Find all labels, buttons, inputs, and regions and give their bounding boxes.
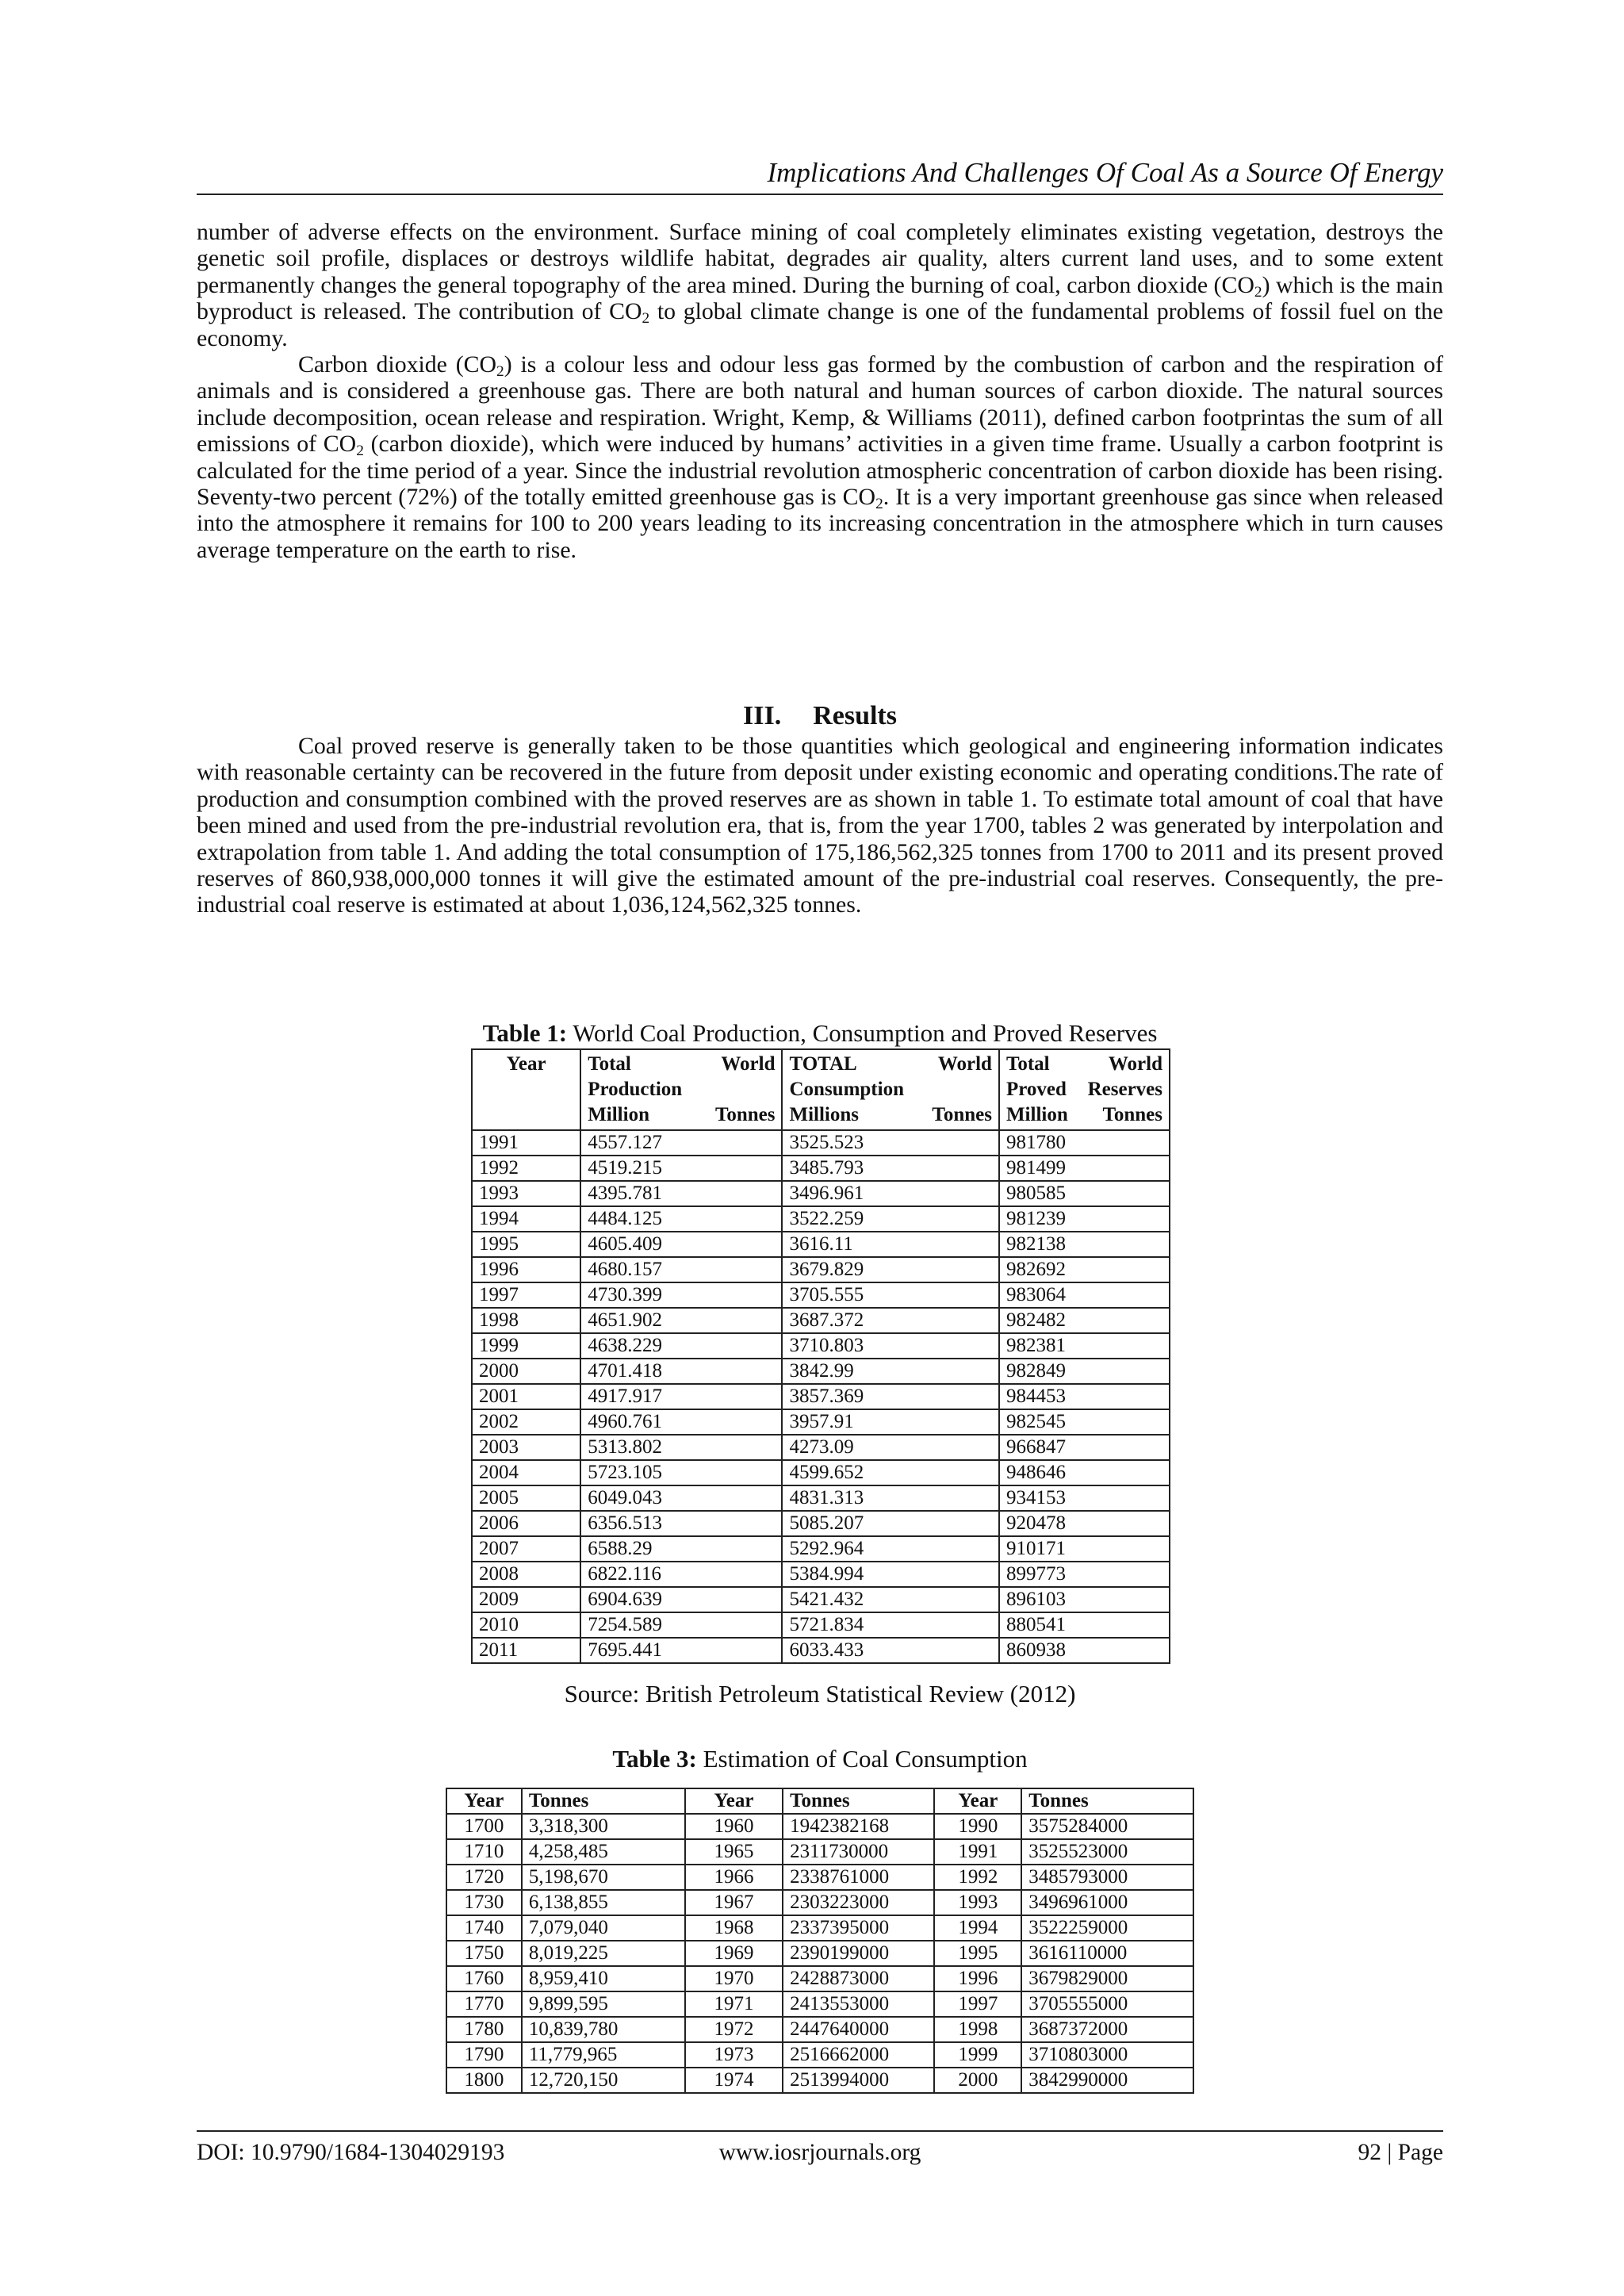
- table3-cell: 12,720,150: [522, 2068, 685, 2093]
- table1-row: [472, 1638, 1170, 1663]
- table1-cell: 5384.994: [782, 1562, 998, 1587]
- table1-cell: 4680.157: [580, 1257, 782, 1282]
- table1-cell: 4638.229: [580, 1333, 782, 1359]
- table1-cell: 5723.105: [580, 1460, 782, 1485]
- table3-cell: 2428873000: [783, 1966, 934, 1991]
- table1-header-cell: [472, 1049, 580, 1130]
- table1-cell: 981499: [999, 1156, 1170, 1181]
- table3-cell: 1790: [446, 2042, 522, 2068]
- table1-source: Source: British Petroleum Statistical Review (2012): [564, 1680, 1076, 1708]
- table1-cell: 4831.313: [782, 1485, 998, 1511]
- table1-cell: 2005: [472, 1485, 580, 1511]
- table3-cell: 1995: [934, 1941, 1021, 1966]
- table1-cell: 981239: [999, 1206, 1170, 1232]
- table1-cell: 934153: [999, 1485, 1170, 1511]
- table3-cell: 1700: [446, 1814, 522, 1839]
- table1-cell: 4651.902: [580, 1308, 782, 1333]
- table1-cell: 966847: [999, 1435, 1170, 1460]
- table1-row: [472, 1536, 1170, 1562]
- table1-cell: 3710.803: [782, 1333, 998, 1359]
- table1-cell: 2001: [472, 1384, 580, 1409]
- table3-cell: 5,198,670: [522, 1865, 685, 1890]
- table1-cell: 6033.433: [782, 1638, 998, 1663]
- table3-cell: 2516662000: [783, 2042, 934, 2068]
- table1-cell: 2011: [472, 1638, 580, 1663]
- table3-cell: 11,779,965: [522, 2042, 685, 2068]
- table1-cell: 980585: [999, 1181, 1170, 1206]
- table1-cell: 920478: [999, 1511, 1170, 1536]
- table1-cell: 1999: [472, 1333, 580, 1359]
- table1-row: [472, 1409, 1170, 1435]
- table1-header-line: Consumption: [789, 1079, 904, 1100]
- table1-row: [472, 1282, 1170, 1308]
- table1-row: [472, 1485, 1170, 1511]
- table1-cell: 5721.834: [782, 1612, 998, 1638]
- table1-cell: 982849: [999, 1359, 1170, 1384]
- table1-header-cell: [782, 1049, 998, 1130]
- table1-cell: 1993: [472, 1181, 580, 1206]
- table1-header-cell: [999, 1049, 1170, 1130]
- table3-cell: 8,019,225: [522, 1941, 685, 1966]
- table3-row: [446, 2068, 1193, 2093]
- table3-cell: 2337395000: [783, 1915, 934, 1941]
- table1-header-line: TOTAL World: [789, 1053, 992, 1075]
- table1-row: [472, 1511, 1170, 1536]
- table3-row: [446, 2017, 1193, 2042]
- footer-site: www.iosrjournals.org: [718, 2140, 921, 2165]
- table1-cell: 7254.589: [580, 1612, 782, 1638]
- table3-header-cell: Tonnes: [522, 1788, 685, 1814]
- table3-cell: 1991: [934, 1839, 1021, 1865]
- table3-cell: 7,079,040: [522, 1915, 685, 1941]
- table1-cell: 2004: [472, 1460, 580, 1485]
- table3-cell: 1800: [446, 2068, 522, 2093]
- table1-row: [472, 1232, 1170, 1257]
- table3-cell: 2000: [934, 2068, 1021, 2093]
- table3-row: [446, 2042, 1193, 2068]
- table1-cell: 2000: [472, 1359, 580, 1384]
- table1-row: [472, 1333, 1170, 1359]
- table3-cell: 1965: [685, 1839, 783, 1865]
- table3-row: [446, 1890, 1193, 1915]
- table1-cell: 1995: [472, 1232, 580, 1257]
- table1-cell: 5421.432: [782, 1587, 998, 1612]
- table1-cell: 982545: [999, 1409, 1170, 1435]
- table1-cell: 3522.259: [782, 1206, 998, 1232]
- table1-cell: 2007: [472, 1536, 580, 1562]
- table1-cell: 982138: [999, 1232, 1170, 1257]
- footer-page-number: 92 | Page: [1358, 2140, 1443, 2165]
- table1-cell: 1998: [472, 1308, 580, 1333]
- table1-cell: 2010: [472, 1612, 580, 1638]
- table1-cell: 3616.11: [782, 1232, 998, 1257]
- table3-cell: 1972: [685, 2017, 783, 2042]
- table1-cell: 982381: [999, 1333, 1170, 1359]
- table1-header-line: Millions Tonnes: [789, 1104, 992, 1125]
- table1-row: [472, 1130, 1170, 1156]
- table3-cell: 2390199000: [783, 1941, 934, 1966]
- table3-cell: 3,318,300: [522, 1814, 685, 1839]
- table1-cell: 3485.793: [782, 1156, 998, 1181]
- table3-cell: 1990: [934, 1814, 1021, 1839]
- results-paragraph: Coal proved reserve is generally taken to be those quantities which geological and engineering information indicates with reasonable certainty can be recovered in the future from deposit under existing economic and operating conditions.The rate of production and consumption combined with the proved reserves are as shown in table 1. To estimate total amount of coal that have been mined and used from the pre-industrial revolution era, that is, from the year 1700, tables 2 was generated by interpolation and extrapolation from table 1. And adding the total consumption of 175,186,562,325 tonnes from 1700 to 2011 and its present proved reserves of 860,938,000,000 tonnes it will give the estimated amount of the pre-industrial coal reserves. Consequently, the pre-industrial coal reserve is estimated at about 1,036,124,562,325 tonnes.: [197, 733, 1443, 918]
- table1: [471, 1048, 1170, 1664]
- table3-cell: 1720: [446, 1865, 522, 1890]
- table3-cell: 1996: [934, 1966, 1021, 1991]
- table1-cell: 2003: [472, 1435, 580, 1460]
- table1-cell: 983064: [999, 1282, 1170, 1308]
- table1-row: [472, 1359, 1170, 1384]
- table1-cell: 4730.399: [580, 1282, 782, 1308]
- table1-cell: 7695.441: [580, 1638, 782, 1663]
- table1-cell: 1996: [472, 1257, 580, 1282]
- table3-cell: 1760: [446, 1966, 522, 1991]
- table3-cell: 1997: [934, 1991, 1021, 2017]
- table1-header-line: Total World: [588, 1053, 776, 1075]
- table1-cell: 4960.761: [580, 1409, 782, 1435]
- table1-row: [472, 1562, 1170, 1587]
- table3-row: [446, 1865, 1193, 1890]
- section-number: III.: [743, 701, 782, 730]
- table1-cell: 3857.369: [782, 1384, 998, 1409]
- running-header: Implications And Challenges Of Coal As a Source Of Energy: [767, 157, 1443, 188]
- table1-row: [472, 1435, 1170, 1460]
- table3-cell: 3575284000: [1021, 1814, 1193, 1839]
- table3-header-cell: Year: [685, 1788, 783, 1814]
- table1-header-line: Production: [588, 1079, 683, 1100]
- table1-cell: 4273.09: [782, 1435, 998, 1460]
- table1-header-row: [472, 1049, 1170, 1130]
- table1-cell: 4599.652: [782, 1460, 998, 1485]
- table3-cell: 1966: [685, 1865, 783, 1890]
- table1-cell: 4605.409: [580, 1232, 782, 1257]
- table3-cell: 1740: [446, 1915, 522, 1941]
- table3-cell: 1974: [685, 2068, 783, 2093]
- table1-row: [472, 1156, 1170, 1181]
- table3-cell: 1969: [685, 1941, 783, 1966]
- table1-cell: 1991: [472, 1130, 580, 1156]
- table3-row: [446, 1966, 1193, 1991]
- table1-cell: 5292.964: [782, 1536, 998, 1562]
- table3-cell: 1770: [446, 1991, 522, 2017]
- table3-row: [446, 1941, 1193, 1966]
- table1-cell: 4917.917: [580, 1384, 782, 1409]
- table3-cell: 1970: [685, 1966, 783, 1991]
- table1-cell: 2009: [472, 1587, 580, 1612]
- table1-cell: 984453: [999, 1384, 1170, 1409]
- section-title: Results: [813, 701, 897, 730]
- results-text: [197, 733, 1443, 918]
- footer-rule: [197, 2130, 1443, 2132]
- table1-row: [472, 1384, 1170, 1409]
- table3-cell: 1998: [934, 2017, 1021, 2042]
- table1-header-line: Million Tonnes: [1005, 1104, 1162, 1125]
- table3-row: [446, 1839, 1193, 1865]
- table1-cell: 2008: [472, 1562, 580, 1587]
- table1-cell: 860938: [999, 1638, 1170, 1663]
- table3-cell: 1973: [685, 2042, 783, 2068]
- table3-cell: 1999: [934, 2042, 1021, 2068]
- table1-cell: 981780: [999, 1130, 1170, 1156]
- table3-header-row: [446, 1788, 1193, 1814]
- table1-cell: 5313.802: [580, 1435, 782, 1460]
- table3-cell: 1968: [685, 1915, 783, 1941]
- footer-doi: DOI: 10.9790/1684-1304029193: [197, 2140, 505, 2165]
- table3-cell: 3616110000: [1021, 1941, 1193, 1966]
- table3-cell: 8,959,410: [522, 1966, 685, 1991]
- table1-cell: 3705.555: [782, 1282, 998, 1308]
- table3-cell: 1780: [446, 2017, 522, 2042]
- table1-row: [472, 1206, 1170, 1232]
- table1-header-line: Total World: [1005, 1053, 1162, 1075]
- table1-cell: 899773: [999, 1562, 1170, 1587]
- table3-cell: 3485793000: [1021, 1865, 1193, 1890]
- table3-cell: 2303223000: [783, 1890, 934, 1915]
- table1-row: [472, 1460, 1170, 1485]
- table1-cell: 896103: [999, 1587, 1170, 1612]
- table3-cell: 6,138,855: [522, 1890, 685, 1915]
- table1-cell: 982482: [999, 1308, 1170, 1333]
- table1-row: [472, 1612, 1170, 1638]
- intro-paragraph-2: Carbon dioxide $(CO_2)$ is a colour less and odour less gas formed by the combustion of carbon and the respiration of animals and is considered a greenhouse gas. There are both natural and human sources of carbon dioxide. The natural sources include decomposition, ocean release and respiration. Wright, Kemp, & Williams (2011), defined carbon footprintas the sum of all emissions of $CO_2$ (carbon dioxide), which were induced by humans’ activities in a given time frame. Usually a carbon footprint is calculated for the time period of a year. Since the industrial revolution atmospheric concentration of carbon dioxide has been rising. Seventy-two percent (72%) of the totally emitted greenhouse gas is $CO_2$. It is a very important greenhouse gas since when released into the atmosphere it remains for 100 to 200 years leading to its increasing concentration in the atmosphere which in turn causes average temperature on the earth to rise.: [197, 351, 1444, 563]
- table3-cell: 3842990000: [1021, 2068, 1193, 2093]
- table3-cell: 2447640000: [783, 2017, 934, 2042]
- table1-cell: 948646: [999, 1460, 1170, 1485]
- table1-caption: Table 1: World Coal Production, Consumption and Proved Reserves: [482, 1019, 1158, 1047]
- table3-caption: Table 3: Estimation of Coal Consumption: [612, 1745, 1028, 1773]
- table3-cell: 2338761000: [783, 1865, 934, 1890]
- table3-header-cell: Tonnes: [1021, 1788, 1193, 1814]
- table3-header-cell: Year: [934, 1788, 1021, 1814]
- table3-cell: 1730: [446, 1890, 522, 1915]
- table3-cell: 1710: [446, 1839, 522, 1865]
- table1-header-line: Year: [506, 1053, 546, 1075]
- table3-cell: 9,899,595: [522, 1991, 685, 2017]
- table1-cell: 4484.125: [580, 1206, 782, 1232]
- page-footer: [197, 2137, 1443, 2168]
- table3-cell: 3705555000: [1021, 1991, 1193, 2017]
- table3-cell: 1992: [934, 1865, 1021, 1890]
- table3-cell: 1971: [685, 1991, 783, 2017]
- table1-cell: 6822.116: [580, 1562, 782, 1587]
- table3-cell: 1994: [934, 1915, 1021, 1941]
- table1-cell: 4557.127: [580, 1130, 782, 1156]
- table1-cell: 3687.372: [782, 1308, 998, 1333]
- table1-row: [472, 1587, 1170, 1612]
- table1-cell: 6049.043: [580, 1485, 782, 1511]
- table3-cell: 1942382168: [783, 1814, 934, 1839]
- table3-row: [446, 1991, 1193, 2017]
- section-heading-results: [197, 700, 1443, 732]
- table1-cell: 982692: [999, 1257, 1170, 1282]
- table3-cell: 3710803000: [1021, 2042, 1193, 2068]
- table3-cell: 3687372000: [1021, 2017, 1193, 2042]
- table1-cell: 5085.207: [782, 1511, 998, 1536]
- table3-header-cell: Year: [446, 1788, 522, 1814]
- table1-cell: 910171: [999, 1536, 1170, 1562]
- table1-cell: 1994: [472, 1206, 580, 1232]
- table3-cell: 1967: [685, 1890, 783, 1915]
- table1-cell: 1997: [472, 1282, 580, 1308]
- table3-cell: 3525523000: [1021, 1839, 1193, 1865]
- table3-cell: 2413553000: [783, 1991, 934, 2017]
- table1-cell: 3496.961: [782, 1181, 998, 1206]
- table3: [446, 1788, 1194, 2094]
- table1-row: [472, 1181, 1170, 1206]
- table3-cell: 3679829000: [1021, 1966, 1193, 1991]
- table1-cell: 3525.523: [782, 1130, 998, 1156]
- table1-cell: 4519.215: [580, 1156, 782, 1181]
- table1-cell: 2006: [472, 1511, 580, 1536]
- table1-row: [472, 1308, 1170, 1333]
- table1-cell: 3957.91: [782, 1409, 998, 1435]
- table1-row: [472, 1257, 1170, 1282]
- table3-cell: 2513994000: [783, 2068, 934, 2093]
- table1-cell: 6588.29: [580, 1536, 782, 1562]
- table1-header-line: Proved Reserves: [1005, 1079, 1162, 1100]
- table3-header-cell: Tonnes: [783, 1788, 934, 1814]
- table3-row: [446, 1915, 1193, 1941]
- table1-cell: 6356.513: [580, 1511, 782, 1536]
- table1-header-line: Million Tonnes: [588, 1104, 776, 1125]
- intro-text: [197, 219, 1443, 563]
- table1-cell: 4701.418: [580, 1359, 782, 1384]
- table3-cell: 4,258,485: [522, 1839, 685, 1865]
- table3-cell: 2311730000: [783, 1839, 934, 1865]
- table1-cell: 880541: [999, 1612, 1170, 1638]
- table1-cell: 1992: [472, 1156, 580, 1181]
- table1-cell: 4395.781: [580, 1181, 782, 1206]
- header-rule: [197, 194, 1443, 195]
- table3-cell: 10,839,780: [522, 2017, 685, 2042]
- table1-header-cell: [580, 1049, 782, 1130]
- table1-cell: 3842.99: [782, 1359, 998, 1384]
- table1-cell: 6904.639: [580, 1587, 782, 1612]
- table3-cell: 1993: [934, 1890, 1021, 1915]
- table1-cell: 3679.829: [782, 1257, 998, 1282]
- table3-cell: 1750: [446, 1941, 522, 1966]
- table3-cell: 1960: [685, 1814, 783, 1839]
- table3-row: [446, 1814, 1193, 1839]
- table1-cell: 2002: [472, 1409, 580, 1435]
- table3-cell: 3522259000: [1021, 1915, 1193, 1941]
- table3-cell: 3496961000: [1021, 1890, 1193, 1915]
- intro-paragraph-1: number of adverse effects on the environment. Surface mining of coal completely eliminates existing vegetation, destroys the genetic soil profile, displaces or destroys wildlife habitat, degrades air quality, alters current land uses, and to some extent permanently changes the general topography of the area mined. During the burning of coal, carbon dioxide $(CO_2)$ which is the main byproduct is released. The contribution of $CO_2$ to global climate change is one of the fundamental problems of fossil fuel on the economy.: [197, 219, 1443, 351]
